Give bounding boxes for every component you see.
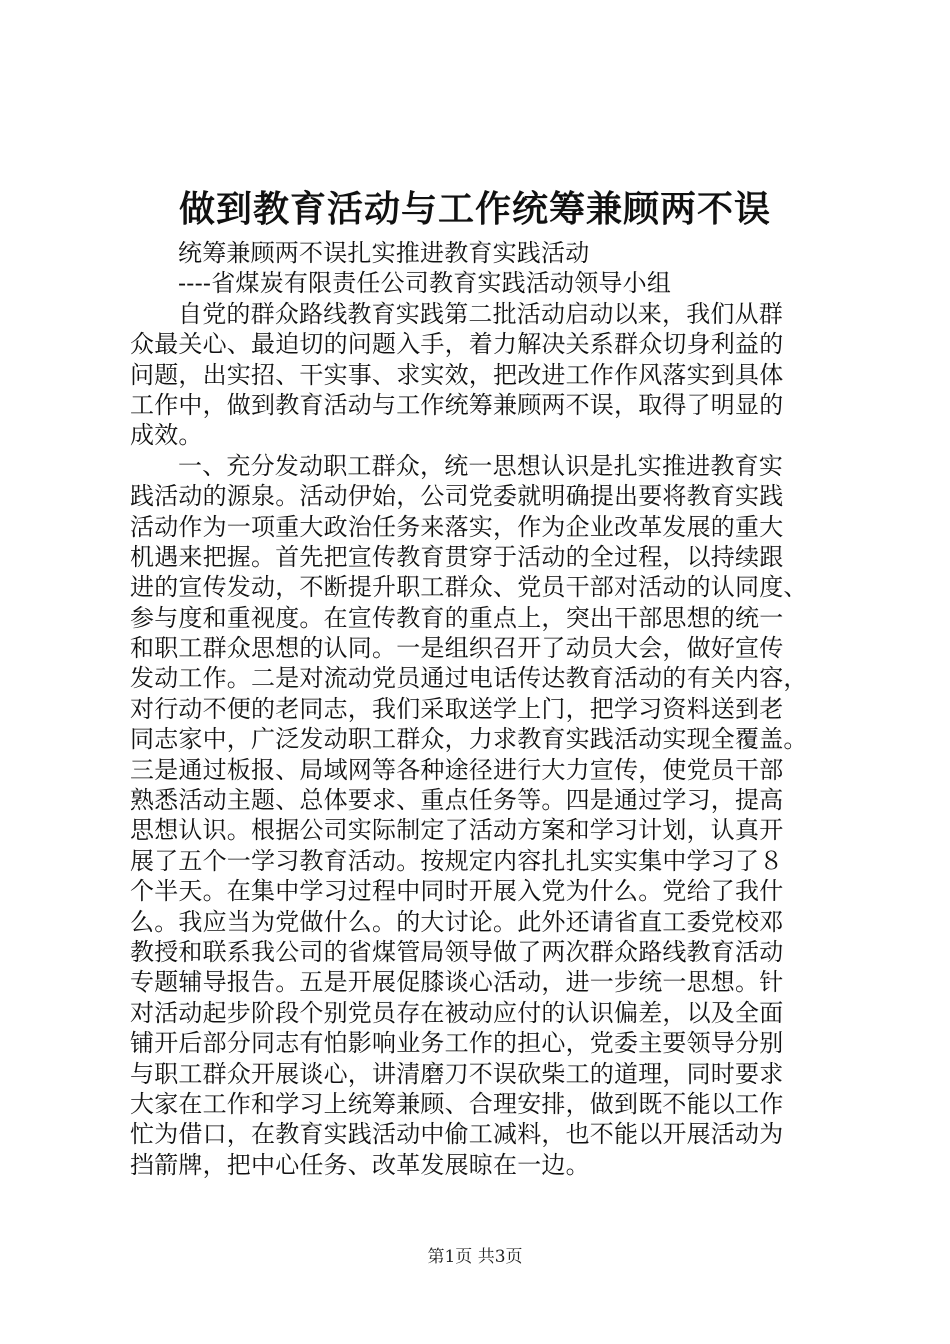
paragraph-line: 思想认识。根据公司实际制定了活动方案和学习计划，认真开 <box>130 816 784 845</box>
paragraph-line: 三是通过板报、局域网等各种途径进行大力宣传，使党员干部 <box>130 755 784 784</box>
paragraph-line: 一、充分发动职工群众，统一思想认识是扎实推进教育实 <box>178 451 783 480</box>
paragraph-line: 对活动起步阶段个别党员存在被动应付的认识偏差，以及全面 <box>130 998 784 1027</box>
paragraph-line: 个半天。在集中学习过程中同时开展入党为什么。党给了我什 <box>130 877 784 906</box>
paragraph-line: 进的宣传发动，不断提升职工群众、党员干部对活动的认同度、 <box>130 573 808 602</box>
paragraph-line: 问题，出实招、干实事、求实效，把改进工作作风落实到具体 <box>130 360 784 389</box>
document-subtitle: 统筹兼顾两不误扎实推进教育实践活动 <box>178 239 590 267</box>
paragraph-line: 工作中，做到教育活动与工作统筹兼顾两不误，取得了明显的 <box>130 390 784 419</box>
paragraph-line: 对行动不便的老同志，我们采取送学上门，把学习资料送到老 <box>130 694 784 723</box>
paragraph-line: 活动作为一项重大政治任务来落实，作为企业改革发展的重大 <box>130 512 784 541</box>
document-title: 做到教育活动与工作统筹兼顾两不误 <box>178 188 771 230</box>
paragraph-line: 专题辅导报告。五是开展促膝谈心活动，进一步统一思想。针 <box>130 968 784 997</box>
page-footer: 第1页 共3页 <box>427 1247 523 1267</box>
paragraph-line: 发动工作。二是对流动党员通过电话传达教育活动的有关内容， <box>130 664 808 693</box>
paragraph-line: 众最关心、最迫切的问题入手，着力解决关系群众切身利益的 <box>130 330 784 359</box>
paragraph-line: 同志家中，广泛发动职工群众，力求教育实践活动实现全覆盖。 <box>130 725 808 754</box>
paragraph-line: 践活动的源泉。活动伊始，公司党委就明确提出要将教育实践 <box>130 482 784 511</box>
author-line: ----省煤炭有限责任公司教育实践活动领导小组 <box>178 269 672 298</box>
paragraph-line: 么。我应当为党做什么。的大讨论。此外还请省直工委党校邓 <box>130 907 784 936</box>
paragraph-line: 和职工群众思想的认同。一是组织召开了动员大会，做好宣传 <box>130 634 784 663</box>
paragraph-line: 自党的群众路线教育实践第二批活动启动以来，我们从群 <box>178 299 783 328</box>
paragraph-1 <box>130 299 830 451</box>
paragraph-line: 展了五个一学习教育活动。按规定内容扎扎实实集中学习了８ <box>130 846 784 875</box>
paragraph-line: 铺开后部分同志有怕影响业务工作的担心，党委主要领导分别 <box>130 1029 784 1058</box>
paragraph-line: 熟悉活动主题、总体要求、重点任务等。四是通过学习，提高 <box>130 786 784 815</box>
paragraph-2 <box>130 451 830 1180</box>
paragraph-line: 机遇来把握。首先把宣传教育贯穿于活动的全过程，以持续跟 <box>130 542 784 571</box>
paragraph-line: 成效。 <box>130 421 203 450</box>
paragraph-line: 与职工群众开展谈心，讲清磨刀不误砍柴工的道理，同时要求 <box>130 1059 784 1088</box>
paragraph-line: 参与度和重视度。在宣传教育的重点上，突出干部思想的统一 <box>130 603 784 632</box>
paragraph-line: 挡箭牌，把中心任务、改革发展晾在一边。 <box>130 1150 590 1179</box>
paragraph-line: 大家在工作和学习上统筹兼顾、合理安排，做到既不能以工作 <box>130 1089 784 1118</box>
document-body <box>130 238 830 1180</box>
paragraph-line: 教授和联系我公司的省煤管局领导做了两次群众路线教育活动 <box>130 937 784 966</box>
paragraph-line: 忙为借口，在教育实践活动中偷工减料，也不能以开展活动为 <box>130 1120 784 1149</box>
